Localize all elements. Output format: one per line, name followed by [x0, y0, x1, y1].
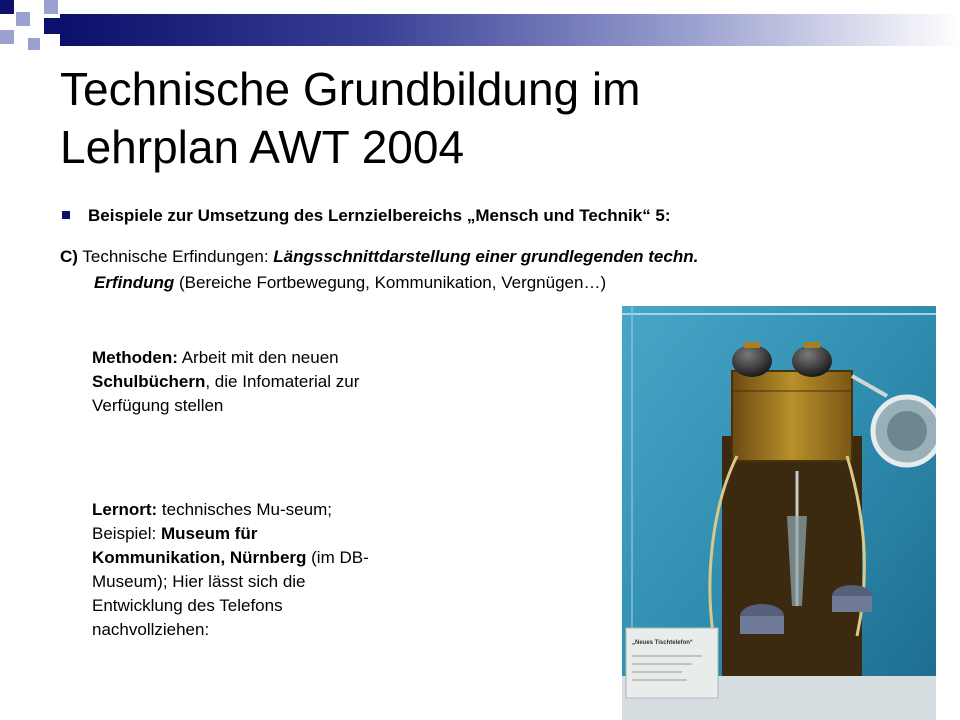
para-text-1: Technische Erfindungen: — [77, 247, 274, 266]
title-line-1: Technische Grundbildung im — [60, 63, 641, 115]
deco-square-2 — [16, 12, 30, 26]
para-text-2: (Bereiche Fortbewegung, Kommunikation, Vergnügen…) — [174, 273, 607, 292]
paragraph-c — [60, 244, 900, 296]
header-gradient-bar — [60, 14, 960, 46]
deco-square-4 — [44, 18, 60, 34]
deco-square-1 — [0, 0, 14, 14]
methoden-block — [92, 346, 382, 418]
para-prefix: C) — [60, 247, 78, 266]
lernort-bold: Museum für Kommunikation, Nürnberg — [92, 524, 307, 567]
bullet-square-icon — [62, 211, 70, 219]
methoden-text-2: , die Infomaterial zur Verfügung stellen — [92, 372, 360, 415]
lernort-text-2: (im DB-Museum); Hier lässt sich die Entwicklung des Telefons nachvollziehen: — [92, 548, 369, 639]
lernort-label: Lernort: — [92, 500, 158, 519]
deco-square-3 — [44, 0, 58, 14]
slide-title — [60, 60, 920, 176]
telephone-photo-illustration — [622, 306, 936, 720]
para-italic-1: Längsschnittdarstellung einer grundlegenden techn. — [273, 247, 699, 266]
deco-square-6 — [28, 38, 40, 50]
bullet-text: Beispiele zur Umsetzung des Lernzielbereichs „Mensch und Technik“ 5: — [88, 206, 671, 225]
methoden-text-1: Arbeit mit den neuen — [177, 348, 339, 367]
para-italic-2: Erfindung — [94, 273, 175, 292]
title-line-2: Lehrplan AWT 2004 — [60, 121, 465, 173]
placard-title: „Neues Tischtelefon“ — [632, 640, 693, 646]
telephone-photo — [622, 306, 936, 720]
methoden-label: Methoden: — [92, 348, 178, 367]
lernort-block — [92, 498, 382, 642]
deco-square-5 — [0, 30, 14, 44]
methoden-bold: Schulbüchern — [92, 372, 206, 391]
lernort-text-1: technisches Mu-seum; Beispiel: — [92, 500, 332, 543]
bullet-item — [62, 206, 942, 226]
